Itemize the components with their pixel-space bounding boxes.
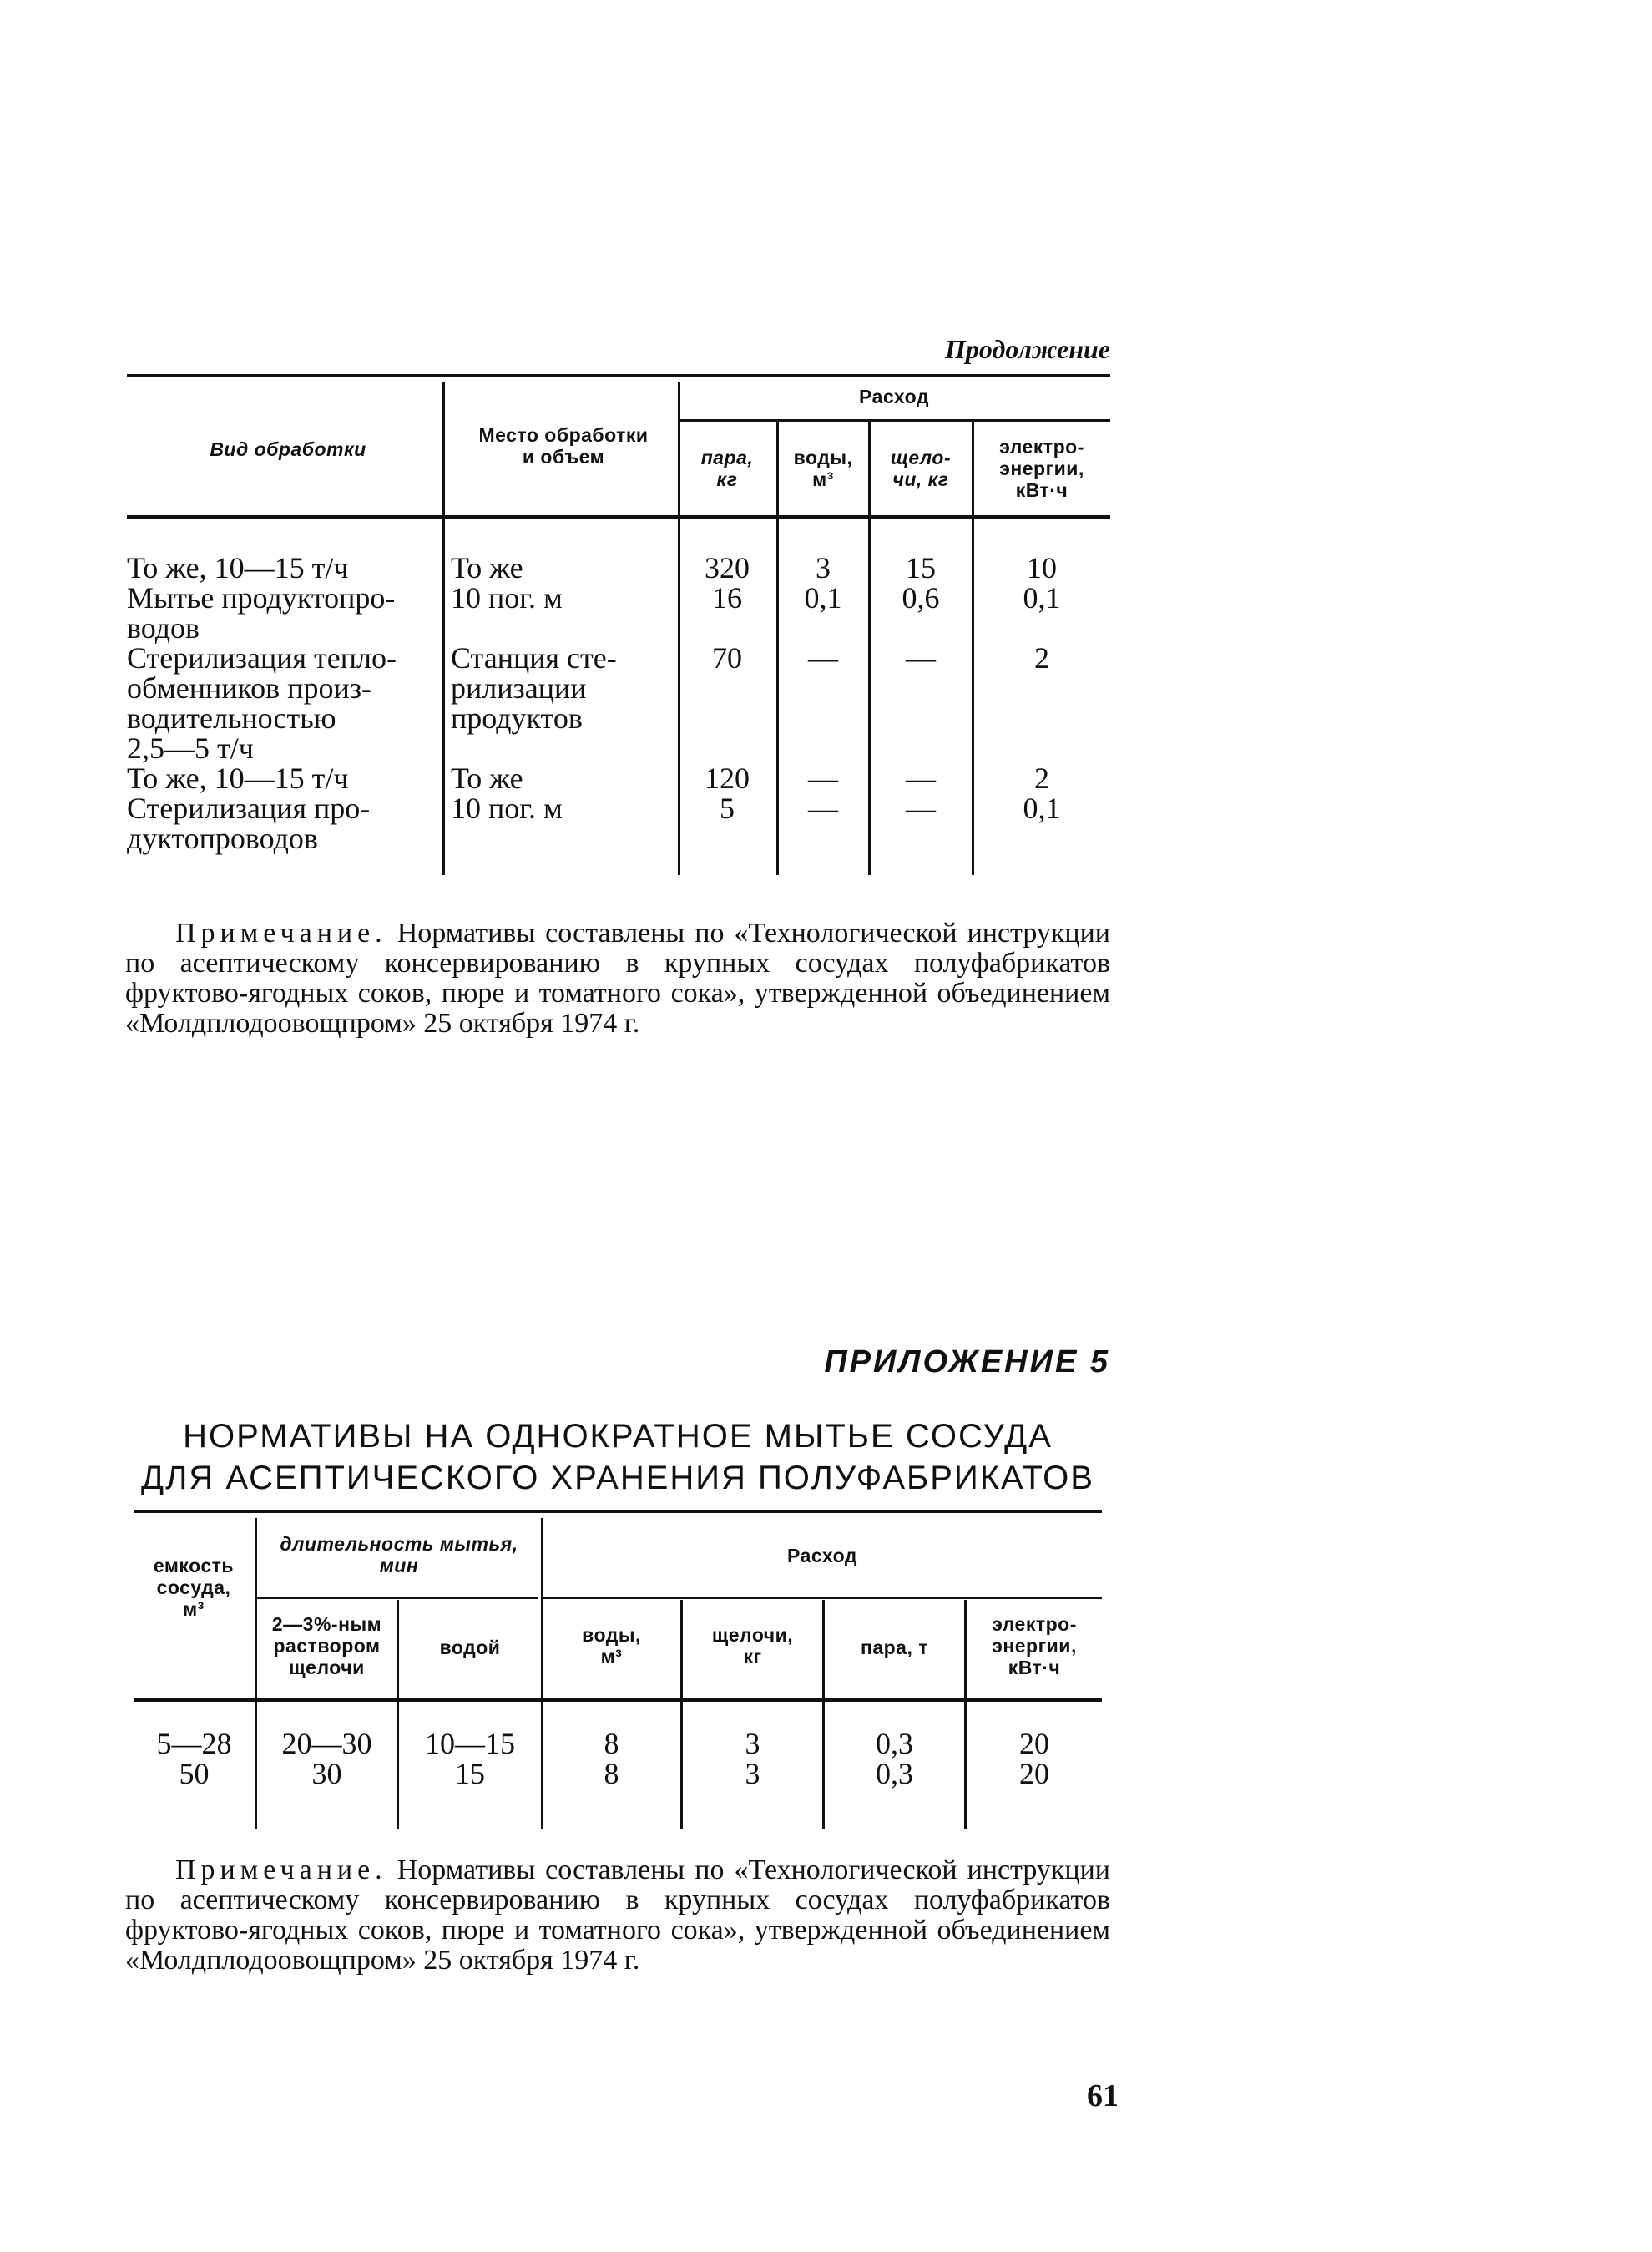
note-2-text: Нормативы составлены по «Технологической инструкции по асептическому консервированию в крупных сосудах полуфабрикатов фруктово-ягодных соков, пюре и томатного сока», утвержденной объединением «Молдплодоовощпром» 25 октября 1974 г. — [125, 1855, 1110, 1976]
header-kind: Вид обработки — [210, 438, 366, 460]
table-row-alkali: 3 — [745, 1727, 760, 1760]
header-consumption: Расход — [859, 386, 929, 407]
table-row-place: То же — [451, 762, 523, 795]
table-row-alkali: 0,6 — [902, 581, 940, 615]
note-2-label: Примечание. — [175, 1855, 387, 1885]
table-row-steam: 0,3 — [876, 1757, 913, 1790]
table-1-consumption-rule — [678, 419, 1110, 422]
table-row-electricity: 10 — [1027, 551, 1057, 585]
header-water: воды, м³ — [793, 447, 853, 490]
appendix-title-line-2: ДЛЯ АСЕПТИЧЕСКОГО ХРАНЕНИЯ ПОЛУФАБРИКАТОВ — [141, 1460, 1094, 1496]
header-alkali-solution: 2—3%-ным раствором щелочи — [271, 1613, 382, 1678]
header-capacity: емкость сосуда, м³ — [153, 1555, 235, 1620]
table-row-water: — — [808, 792, 838, 825]
table-row-steam: 120 — [705, 762, 750, 795]
table-row-place: Станция сте- рилизации продуктов — [451, 641, 617, 735]
table-row-steam: 16 — [712, 581, 742, 615]
table-row-electricity: 20 — [1019, 1757, 1049, 1790]
table-row-steam: 320 — [705, 551, 750, 585]
table-row-kind: Мытье продуктопро- водов — [127, 581, 396, 645]
continuation-label: Продолжение — [945, 334, 1110, 364]
header-duration: длительность мытья, мин — [280, 1533, 518, 1576]
table-row-steam: 0,3 — [876, 1727, 913, 1760]
table-1-header-rule — [127, 515, 1110, 519]
table-row-steam: 70 — [712, 641, 742, 675]
header-water: воды, м³ — [582, 1624, 641, 1667]
note-1-text: Нормативы составлены по «Технологической инструкции по асептическому консервированию в крупных сосудах полуфабрикатов фруктово-ягодных соков, пюре и томатного сока», утвержденной объединением «Молдплодоовощпром» 25 октября 1974 г. — [125, 918, 1110, 1039]
table-row-alkali-solution: 20—30 — [281, 1727, 372, 1760]
table-row-kind: Стерилизация тепло- обменников произ- водительностью 2,5—5 т/ч — [127, 641, 397, 765]
table-row-alkali: — — [906, 762, 936, 795]
table-row-water: — — [808, 762, 838, 795]
appendix-title — [125, 1415, 1110, 1499]
table-row-water: 0,1 — [804, 581, 842, 615]
note-1-label: Примечание. — [175, 918, 387, 949]
table-row-place: То же — [451, 551, 523, 585]
header-alkali: щело- чи, кг — [890, 447, 952, 490]
table-row-place: 10 пог. м — [451, 792, 563, 825]
appendix-label: ПРИЛОЖЕНИЕ 5 — [824, 1344, 1110, 1379]
table-row-electricity: 0,1 — [1023, 792, 1061, 825]
table-2-top-rule — [134, 1510, 1102, 1513]
table-row-alkali: 15 — [906, 551, 936, 585]
table-2-col-divider — [397, 1600, 399, 1829]
table-row-water: — — [808, 641, 838, 675]
table-row-electricity: 20 — [1019, 1727, 1049, 1760]
table-2-duration-rule — [256, 1597, 538, 1599]
header-electricity: электро- энергии, кВт·ч — [999, 436, 1084, 501]
table-2-consumption-rule — [543, 1597, 1102, 1599]
page-number: 61 — [1087, 2078, 1119, 2113]
table-row-electricity: 2 — [1034, 762, 1049, 795]
table-1-col-divider — [442, 382, 445, 875]
table-row-water: 3 — [816, 551, 831, 585]
header-steam: пара, т — [860, 1637, 929, 1658]
header-steam: пара, кг — [700, 447, 754, 490]
table-row-alkali: — — [906, 641, 936, 675]
table-row-electricity: 2 — [1034, 641, 1049, 675]
table-row-place: 10 пог. м — [451, 581, 563, 615]
table-row-electricity: 0,1 — [1023, 581, 1061, 615]
table-row-kind: То же, 10—15 т/ч — [127, 762, 349, 795]
table-row-capacity: 50 — [179, 1757, 210, 1790]
table-2-col-divider — [822, 1600, 825, 1829]
table-row-water-wash: 15 — [455, 1757, 485, 1790]
note-1 — [125, 919, 1110, 1039]
table-row-water: 8 — [604, 1727, 619, 1760]
header-water-wash: водой — [439, 1637, 501, 1658]
table-row-water-wash: 10—15 — [425, 1727, 515, 1760]
table-row-steam: 5 — [720, 792, 735, 825]
table-2-header-rule — [134, 1698, 1102, 1702]
header-consumption: Расход — [787, 1545, 857, 1566]
table-row-alkali-solution: 30 — [311, 1757, 342, 1790]
table-row-kind: Стерилизация про- дуктопроводов — [127, 792, 371, 855]
header-electricity: электро- энергии, кВт·ч — [992, 1613, 1077, 1678]
table-1-top-rule — [127, 374, 1110, 377]
note-2 — [125, 1855, 1110, 1976]
header-place: Место обработки и объем — [478, 424, 649, 468]
header-alkali: щелочи, кг — [711, 1624, 794, 1667]
table-row-alkali: — — [906, 792, 936, 825]
appendix-title-line-1: НОРМАТИВЫ НА ОДНОКРАТНОЕ МЫТЬЕ СОСУДА — [183, 1418, 1053, 1455]
table-row-capacity: 5—28 — [156, 1727, 232, 1760]
table-row-kind: То же, 10—15 т/ч — [127, 551, 349, 585]
table-row-alkali: 3 — [745, 1757, 760, 1790]
table-row-water: 8 — [604, 1757, 619, 1790]
